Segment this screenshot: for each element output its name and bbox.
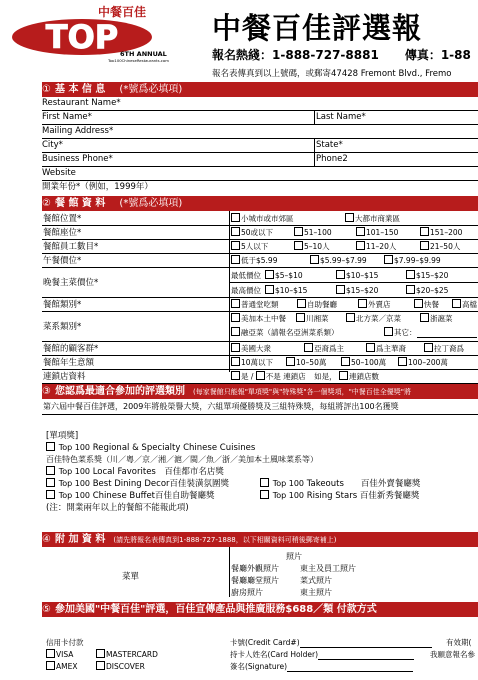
checkbox[interactable] [406,270,415,279]
field-phone-row [42,153,478,167]
checkbox-cuisine-3[interactable]: 北方菜／京菜 [346,313,401,324]
checkbox[interactable] [46,649,55,658]
checkbox-seats-2[interactable]: 51–100 [294,227,332,237]
checkbox-customers-1[interactable]: 美國大衆 [231,343,271,354]
photo-dishes[interactable]: 菜式照片 [300,576,332,585]
checkbox[interactable] [406,285,415,294]
checkbox[interactable] [231,313,240,322]
checkbox-revenue-4[interactable]: 100–200萬 [398,357,448,368]
checkbox-menu[interactable]: 菜單 [122,572,140,582]
checkbox[interactable] [296,313,305,322]
field-opening-year[interactable]: 開業年份*（例如，1999年） [42,182,153,192]
photo-owner-staff[interactable]: 東主及員工照片 [300,564,356,573]
checkbox-staff-2[interactable]: 5–10人 [294,241,330,252]
section-4-number: ④ [42,534,51,545]
checkbox[interactable] [356,241,365,250]
confirm-label: 我願意報名參 [430,650,475,659]
checkbox[interactable] [46,661,55,670]
checkbox-chain-yes[interactable] [231,371,240,380]
checkbox[interactable] [297,299,306,308]
checkbox[interactable] [265,285,274,294]
checkbox[interactable] [356,227,365,236]
hotline-number: 1-888-727-8881 [272,48,379,62]
fax-number: 1-88 [440,48,471,62]
checkbox-type-3[interactable]: 外賣店 [358,299,391,310]
divider [42,369,478,370]
field-mailing-address[interactable]: Mailing Address* [42,125,478,139]
checkbox[interactable] [231,343,240,352]
label-chain: 連鎖店資料 [43,372,86,382]
section-3-title: 您認爲最適合參加的評選類別 [54,386,185,397]
logo-edition-text: 6TH ANNUAL [120,50,167,58]
checkbox[interactable] [260,478,269,487]
field-website[interactable]: Website [42,167,478,181]
checkbox[interactable] [345,213,354,222]
photo-owner[interactable]: 東主照片 [300,588,332,597]
divider [42,355,478,356]
section-4-note: (請先將報名表傳真到1-888-727-1888，以下相關資料可稍後郵寄補上) [113,536,337,544]
checkbox-chain-count[interactable] [339,371,348,380]
divider [314,111,315,124]
photo-kitchen[interactable]: 廚房照片 [231,588,263,597]
checkbox-cat-rising[interactable]: Top 100 Rising Stars 百佳新秀餐廳獎 [260,490,419,502]
fax-label: 傳真： [404,48,441,62]
checkbox-visa[interactable]: VISA [46,649,73,659]
checkbox[interactable] [231,357,240,366]
checkbox[interactable] [231,227,240,236]
signature-field[interactable]: 簽名(Signature) [230,661,413,672]
checkbox-cat-local[interactable]: Top 100 Local Favorites 百佳都市名店獎 [46,466,224,478]
label-dinner-price: 晚餐主菜價位* [43,278,99,288]
divider [314,139,315,166]
label-type: 餐館類別* [43,300,82,310]
checkbox-seats-4[interactable]: 151–200 [420,227,462,237]
checkbox[interactable] [420,241,429,250]
checkbox-cuisine-4[interactable]: 浙滬菜 [420,313,453,324]
divider [42,311,478,312]
chain-row: 是 / 不是 連鎖店 如是， 連鎖店數 [231,371,379,382]
section-1-number: ① [42,84,51,95]
checkbox-type-5[interactable]: 高檔 [452,299,477,310]
checkbox-revenue-1[interactable]: 10萬以下 [231,357,273,368]
checkbox-dinner-low-1[interactable]: $5–$10 [265,270,303,280]
checkbox[interactable] [384,327,393,336]
checkbox[interactable] [231,299,240,308]
checkbox[interactable] [260,490,269,499]
checkbox[interactable] [286,357,295,366]
section-5-number: ⑤ [42,604,51,615]
checkbox-cuisine-other[interactable]: 其它： [384,327,477,338]
checkbox-lunch-2[interactable]: $5.99–$7.99 [310,255,367,265]
field-name-row [42,111,478,125]
checkbox-cat-regional[interactable]: Top 100 Regional & Specialty Chinese Cuisines [46,442,255,454]
label-staff: 餐館員工數目* [43,242,99,252]
page-title: 中餐百佳評選報 [212,11,423,45]
checkbox-chain-no[interactable] [256,371,265,380]
divider [42,253,478,254]
hotline-label: 報名熱綫： [212,48,273,62]
field-restaurant-name[interactable]: Restaurant Name* [42,97,478,111]
section-4-title: 附 加 資 料 [54,534,106,545]
label-lunch-price: 午餐價位* [43,256,82,266]
checkbox[interactable] [420,313,429,322]
dinner-low-row: 最低價位 [231,271,261,280]
checkbox[interactable] [231,255,240,264]
checkbox-staff-4[interactable]: 21–50人 [420,241,460,252]
checkbox-seats-1[interactable]: 50或以下 [231,227,273,238]
checkbox[interactable] [336,270,345,279]
field-first-name[interactable]: First Name* [42,112,92,122]
checkbox-revenue-3[interactable]: 50–100萬 [341,357,386,368]
checkbox[interactable] [294,227,303,236]
top-logo [8,4,204,62]
section-2-note: (*號爲必填項) [119,198,183,209]
logo-main-text: TOP [45,18,119,56]
checkbox[interactable] [420,227,429,236]
checkbox-dinner-low-2[interactable]: $10–$15 [336,270,378,280]
address-line: 報名表傳真到以上號碼，或郵寄47428 Fremont Blvd., Fremo [212,69,452,79]
checkbox[interactable] [231,327,240,336]
checkbox-cuisine-2[interactable]: 川湘菜 [296,313,329,324]
divider [42,341,478,342]
label-annual-revenue: 餐館年生意額 [43,358,95,368]
checkbox[interactable] [358,299,367,308]
section-1-header [42,82,478,97]
checkbox-dinner-high-3[interactable]: $20–$25 [406,285,448,295]
photo-dining-room[interactable]: 餐廳廳堂照片 [231,576,279,585]
divider [229,211,230,372]
checkbox-dinner-high-1[interactable]: $10–$15 [265,285,307,295]
divider [42,267,478,268]
checkbox-customers-4[interactable]: 拉丁裔爲 [424,343,464,354]
checkbox[interactable] [46,478,55,487]
checkbox-type-4[interactable]: 快餐 [414,299,439,310]
checkbox-dinner-low-3[interactable]: $15–$20 [406,270,448,280]
divider [42,225,478,226]
checkbox[interactable] [310,255,319,264]
label-customers: 餐館的顧客群* [43,344,99,354]
checkbox-cuisine-1[interactable]: 美加本土中餐 [231,313,286,324]
checkbox-customers-2[interactable]: 亞裔爲主 [304,343,344,354]
checkbox-cat-buffet[interactable]: Top 100 Chinese Buffet百佳自助餐廳獎 [46,490,215,502]
divider [42,239,478,240]
section-3-note: (每家餐館只能報"單項獎"與"特殊獎"各一個獎項，"中餐百佳全優獎"將 [192,388,412,396]
checkbox[interactable] [96,649,105,658]
card-number-field[interactable]: 卡號(Credit Card#) [230,637,432,648]
checkbox[interactable] [304,343,313,352]
checkbox-location-suburb[interactable]: 小城市或市郊區 [231,213,294,224]
photos-label: 照片 [286,552,302,561]
checkbox[interactable] [46,490,55,499]
checkbox[interactable] [96,661,105,670]
checkbox[interactable] [341,357,350,366]
section-2-header [42,196,478,211]
divider [229,282,478,283]
checkbox[interactable] [398,357,407,366]
checkbox-lunch-3[interactable]: $7.99–$9.99 [384,255,441,265]
checkbox-type-2[interactable]: 自助餐廳 [297,299,337,310]
card-holder-field[interactable]: 持卡人姓名(Card Holder) [230,649,414,660]
section-5-header [42,602,478,617]
checkbox[interactable] [231,213,240,222]
divider [229,547,230,597]
checkbox-staff-3[interactable]: 11–20人 [356,241,396,252]
field-last-name[interactable]: Last Name* [316,112,366,122]
checkbox-dinner-high-2[interactable]: $15–$20 [336,285,378,295]
checkbox[interactable] [46,442,55,451]
checkbox[interactable] [384,255,393,264]
section-1-title: 基 本 信 息 [54,84,106,95]
checkbox[interactable] [366,343,375,352]
section-3-header [42,384,478,399]
checkbox[interactable] [231,241,240,250]
checkbox-cuisine-fusion[interactable]: 融亞菜（請報名亞洲菜系類） [231,327,339,338]
section-1-note: (*號爲必填項) [119,84,183,95]
checkbox[interactable] [46,466,55,475]
checkbox[interactable] [336,285,345,294]
checkbox-discover[interactable]: DISCOVER [96,661,145,671]
dinner-high-row: 最高價位 [231,286,261,295]
label-seats: 餐館座位* [43,228,82,238]
checkbox-revenue-2[interactable]: 10–50萬 [286,357,326,368]
contact-line [212,46,471,63]
label-location: 餐館位置* [43,214,82,224]
field-phone2[interactable]: Phone2 [316,154,348,164]
section-3-number: ③ [42,386,51,397]
checkbox[interactable] [424,343,433,352]
logo-url-text: Top100ChineseRestaurants.com [108,58,169,62]
checkbox-seats-3[interactable]: 101–150 [356,227,398,237]
checkbox-staff-1[interactable]: 5人以下 [231,241,268,252]
checkbox-location-downtown[interactable]: 大都市商業區 [345,213,400,224]
photo-exterior[interactable]: 餐廳外觀照片 [231,564,279,573]
expiry-label: 有效期( [446,638,472,647]
section-5-title: 參加美國"中餐百佳"評選，百佳宣傳產品與推廣服務$688／類 付款方式 [54,604,377,615]
cat-regional-sub: 百佳特色菜系獎（川／粵／京／湘／滬／閩／魚／浙／美加本土風味菜系等） [46,455,318,464]
checkbox[interactable] [414,299,423,308]
checkbox[interactable] [265,270,274,279]
logo-chinese-text: 中餐百佳 [98,5,147,19]
credit-card-label: 信用卡付款 [46,638,84,647]
label-cuisine: 菜系類別* [43,322,82,332]
single-award-label: [單項獎] [46,431,79,441]
checkbox-cat-takeouts[interactable]: Top 100 Takeouts 百佳外賣餐廳獎 [260,478,420,490]
checkbox[interactable] [452,299,461,308]
section-2-title: 餐 館 資 料 [54,198,106,209]
checkbox-customers-3[interactable]: 爲主華裔 [366,343,406,354]
cuisine-other-input[interactable] [417,328,477,338]
checkbox-lunch-1[interactable]: 低于$5.99 [231,255,277,266]
field-business-phone[interactable]: Business Phone* [42,154,113,164]
checkbox-cat-decor[interactable]: Top 100 Best Dining Decor百佳裝潢氛圍獎 [46,478,229,490]
checkbox[interactable] [346,313,355,322]
field-city-row [42,139,478,153]
divider [42,297,478,298]
section-2-number: ② [42,198,51,209]
cat-footnote: (注：開業兩年以上的餐館不能報此項) [46,503,189,513]
checkbox-mastercard[interactable]: MASTERCARD [96,649,158,659]
field-city[interactable]: City* [42,140,63,150]
section-3-intro: 第六屆中餐百佳評選，2009年將般榮譽大獎，六組單項優勝獎及三組特殊獎，每組將評出100名獲獎 [43,402,399,411]
divider [42,414,478,415]
checkbox-amex[interactable]: AMEX [46,661,77,671]
field-state[interactable]: State* [316,140,343,150]
checkbox-type-1[interactable]: 普通堂吃類 [231,299,279,310]
section-4-header [42,532,478,547]
checkbox[interactable] [294,241,303,250]
